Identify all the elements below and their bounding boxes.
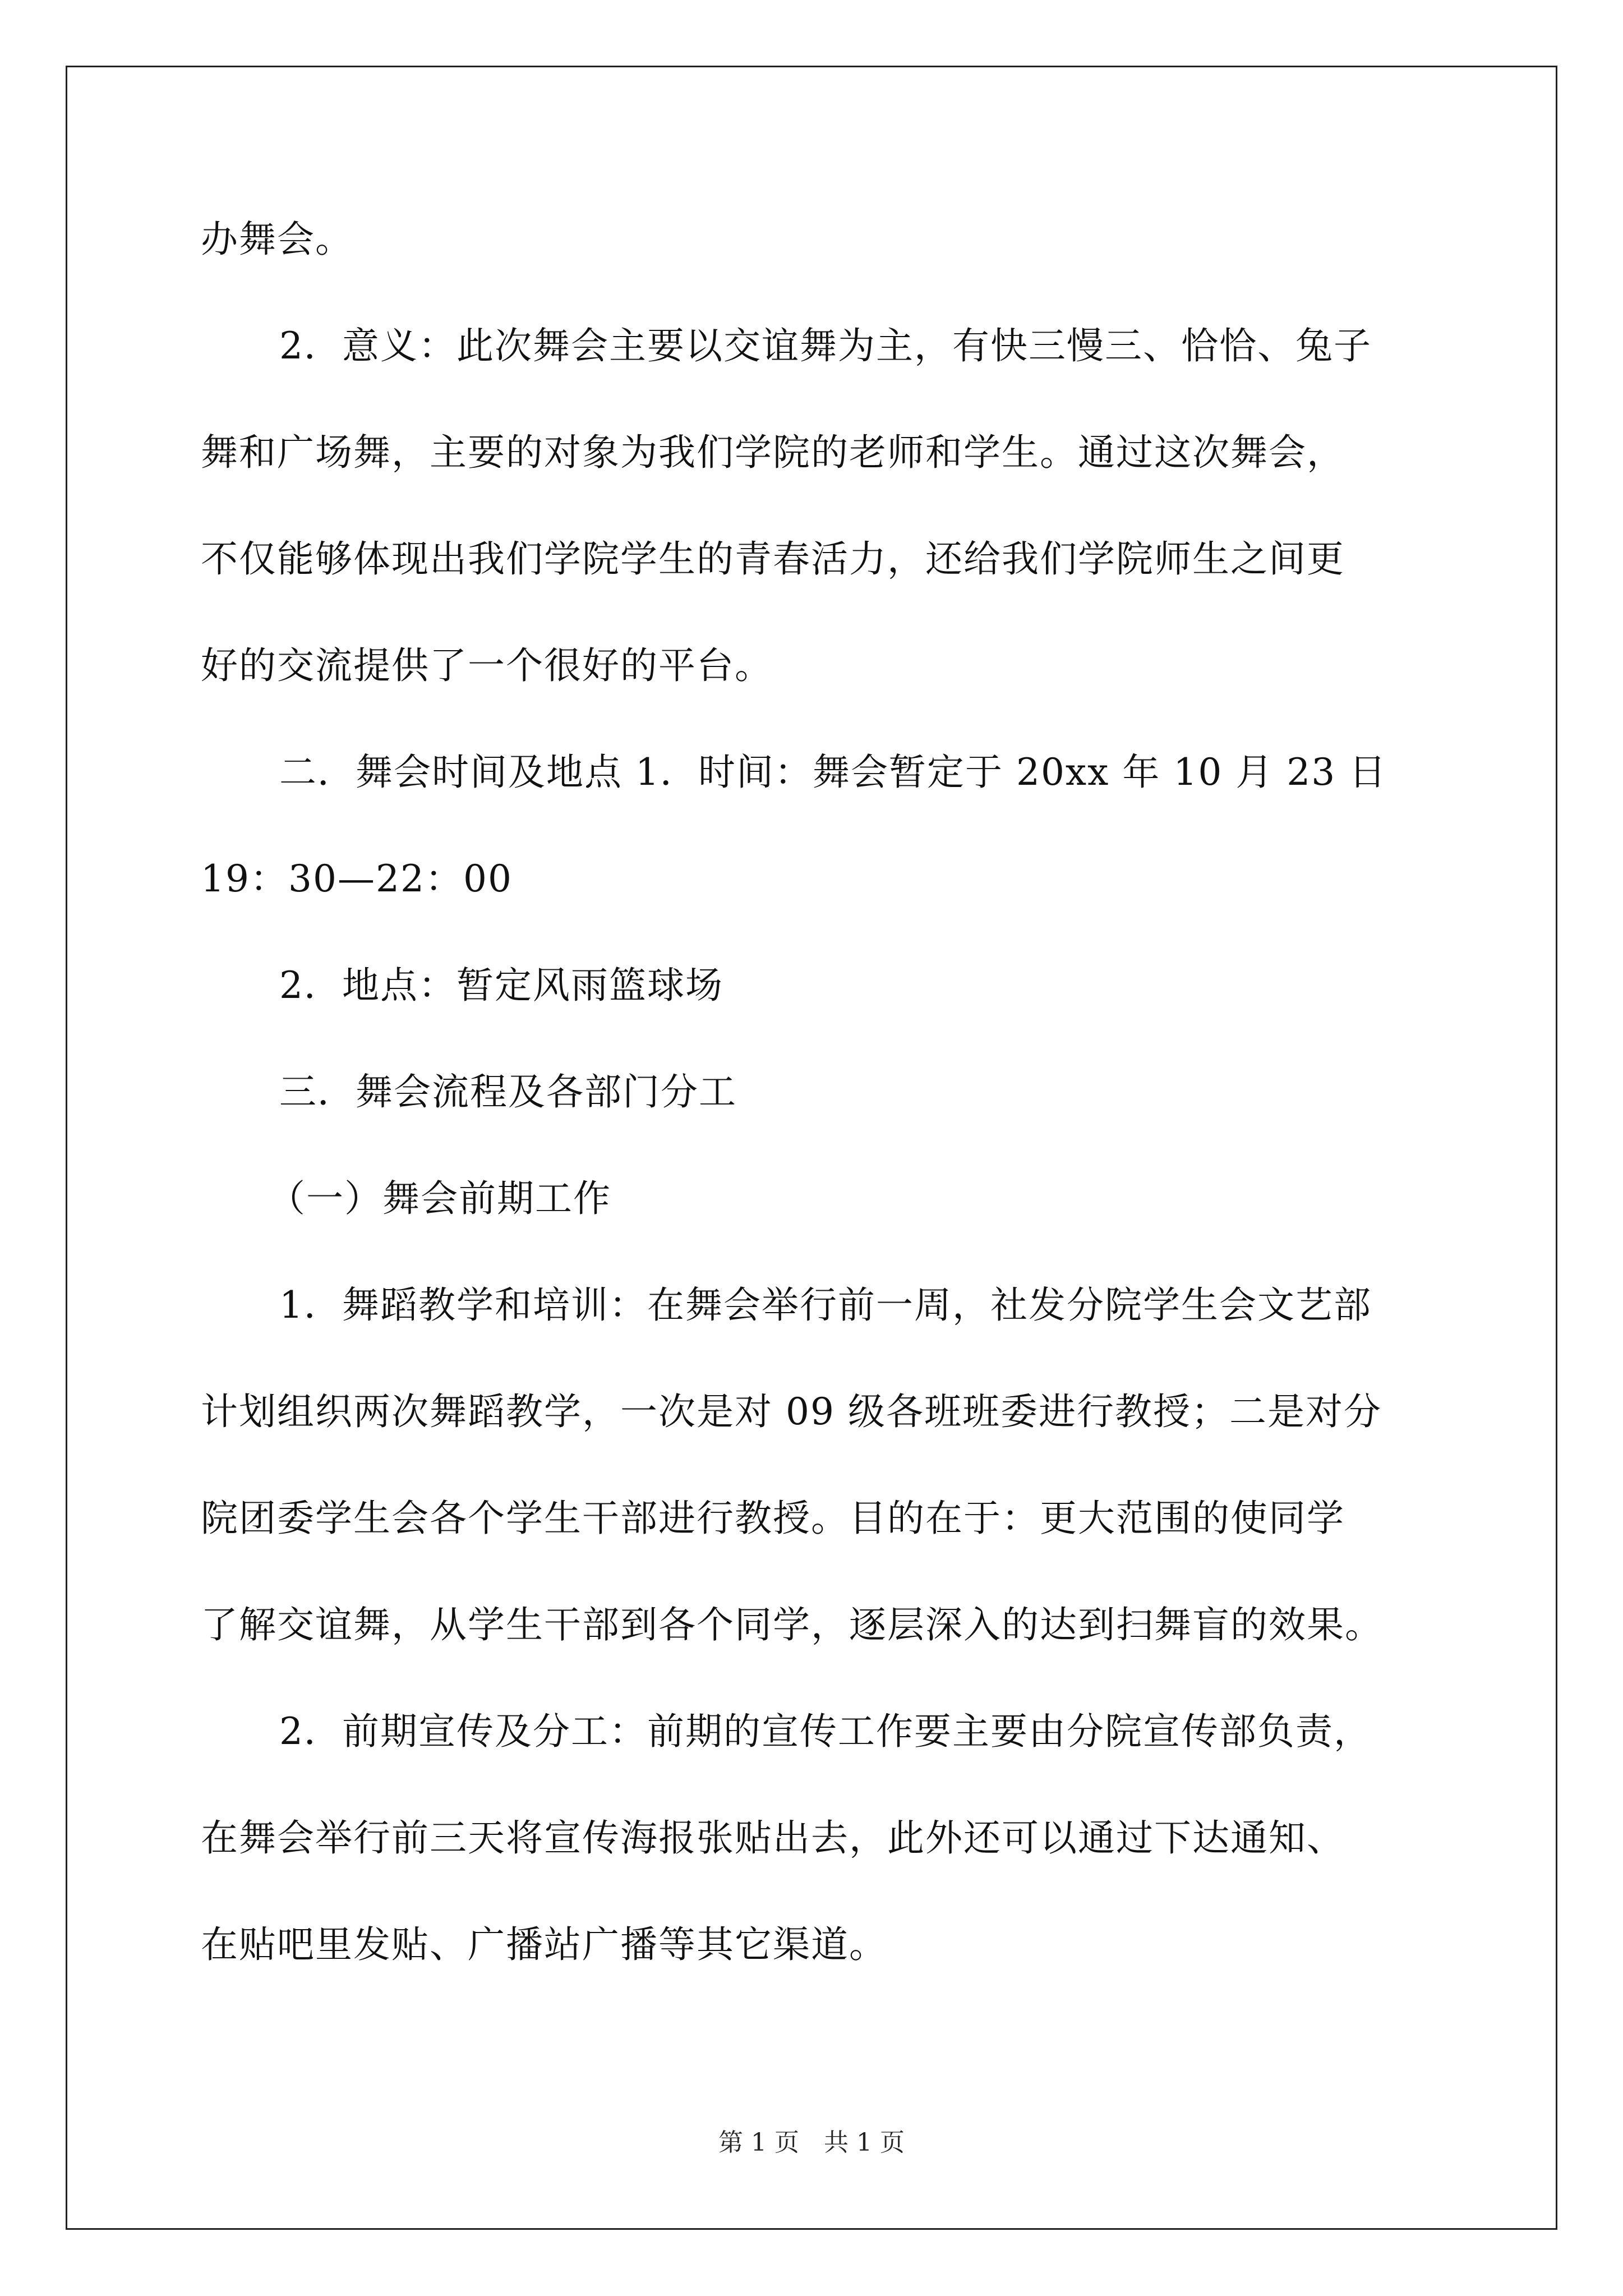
text-line: 19：30—22：00: [201, 857, 513, 900]
text-line: 在舞会举行前三天将宣传海报张贴出去，此外还可以通过下达通知、: [201, 1816, 1345, 1860]
text-line: 三．舞会流程及各部门分工: [279, 1070, 737, 1114]
text-line: 在贴吧里发贴、广播站广播等其它渠道。: [201, 1923, 887, 1966]
text-line: （一）舞会前期工作: [268, 1177, 611, 1220]
text-line: 计划组织两次舞蹈教学，一次是对 09 级各班班委进行教授；二是对分: [201, 1390, 1382, 1433]
text-line: 舞和广场舞，主要的对象为我们学院的老师和学生。通过这次舞会，: [201, 431, 1345, 474]
page-border: [66, 66, 1557, 2230]
text-line: 2．前期宣传及分工：前期的宣传工作要主要由分院宣传部负责，: [279, 1710, 1372, 1753]
text-line: 院团委学生会各个学生干部进行教授。目的在于：更大范围的使同学: [201, 1497, 1345, 1540]
text-line: 2．地点：暂定风雨篮球场: [279, 964, 723, 1007]
text-line: 办舞会。: [201, 218, 353, 261]
text-line: 不仅能够体现出我们学院学生的青春活力，还给我们学院师生之间更: [201, 537, 1345, 581]
text-line: 了解交谊舞，从学生干部到各个同学，逐层深入的达到扫舞盲的效果。: [201, 1603, 1383, 1646]
text-line: 2．意义：此次舞会主要以交谊舞为主，有快三慢三、恰恰、兔子: [279, 324, 1372, 367]
text-line: 1．舞蹈教学和培训：在舞会举行前一周，社发分院学生会文艺部: [279, 1283, 1372, 1327]
text-line: 好的交流提供了一个很好的平台。: [201, 644, 773, 687]
page-number-footer: 第 1 页 共 1 页: [718, 2128, 905, 2157]
text-line: 二．舞会时间及地点 1．时间：舞会暂定于 20xx 年 10 月 23 日: [279, 751, 1387, 794]
